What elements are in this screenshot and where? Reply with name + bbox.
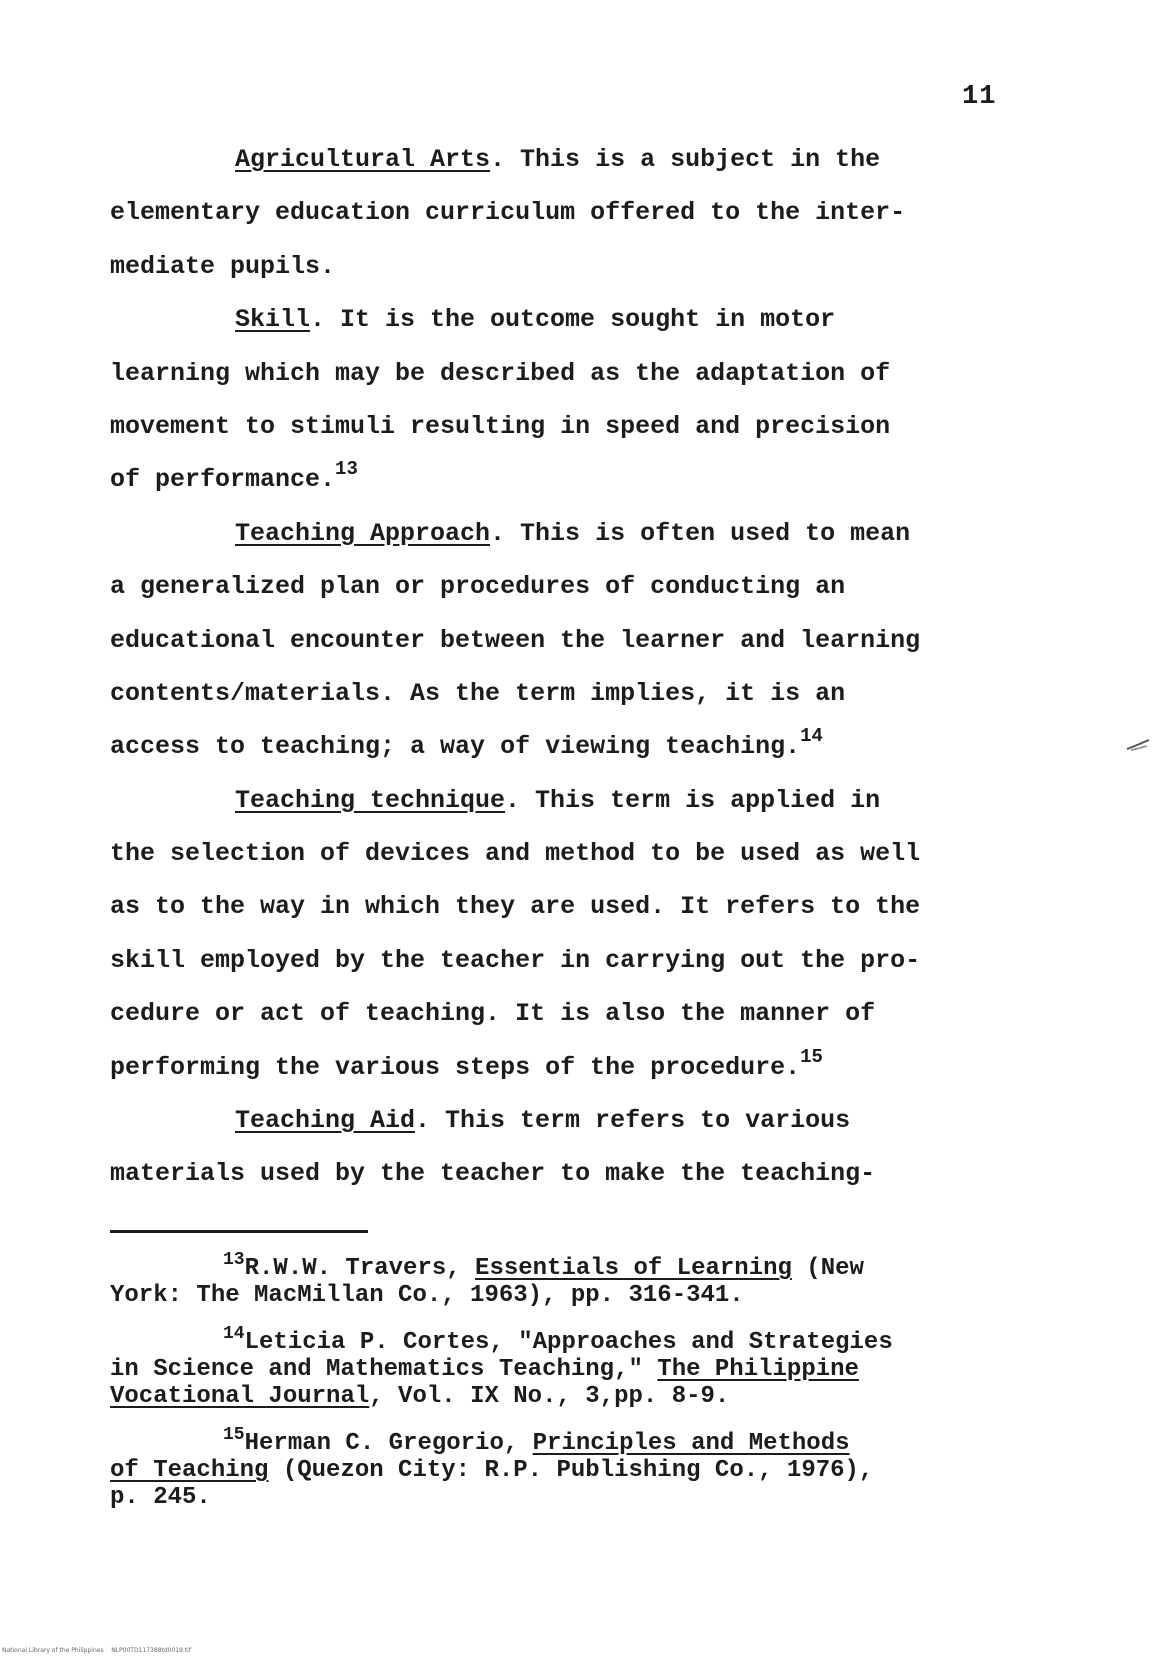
footnote-line: p. 245.: [110, 1484, 211, 1511]
text-line: cedure or act of teaching. It is also the manner of: [110, 999, 876, 1029]
footnote-text: in Science and Mathematics Teaching,": [110, 1356, 658, 1383]
footnote-ref-13: 13: [335, 458, 358, 481]
scan-credit: National Library of the Philippines NLP00TD117388td0019.tif: [2, 1647, 191, 1654]
footnote-title: Essentials of Learning: [475, 1255, 792, 1282]
footnote-number: 15: [223, 1425, 245, 1445]
text-fragment: performing the various steps of the procedure.: [110, 1052, 801, 1082]
footnote-line: [110, 1425, 990, 1457]
footnote-14: [110, 1324, 990, 1410]
footnote-line: [110, 1324, 990, 1356]
text-line: . It is the outcome sought in motor: [310, 305, 836, 335]
term-teaching-approach: Teaching Approach: [235, 518, 491, 548]
page-number: 11: [962, 82, 997, 112]
paragraph-teaching-approach: [110, 507, 990, 560]
paragraph-teaching-technique: [110, 774, 990, 827]
text-line: a generalized plan or procedures of conducting an: [110, 572, 846, 602]
footnote-line: [110, 1356, 990, 1383]
text-line: materials used by the teacher to make the teaching-: [110, 1159, 876, 1189]
text-line: elementary education curriculum offered to the inter-: [110, 198, 906, 228]
footnote-text: Leticia P. Cortes, "Approaches and Strategies: [244, 1329, 893, 1356]
term-skill: Skill: [235, 305, 311, 335]
body-text: [110, 133, 990, 1201]
footnote-number: 13: [223, 1250, 245, 1270]
text-line: [110, 720, 990, 773]
text-line: educational encounter between the learner and learning: [110, 625, 921, 655]
text-line: [110, 1041, 990, 1094]
footnote-13: [110, 1250, 990, 1309]
text-line: the selection of devices and method to be used as well: [110, 839, 921, 869]
text-line: . This term refers to various: [415, 1106, 851, 1136]
footnote-title: The Philippine: [657, 1356, 859, 1383]
footnote-author: Herman C. Gregorio,: [244, 1430, 533, 1457]
paragraph-teaching-aid: [110, 1094, 990, 1147]
text-line: . This is a subject in the: [490, 145, 881, 174]
text-line: as to the way in which they are used. It refers to the: [110, 892, 921, 922]
text-line: [110, 453, 990, 506]
footnote-line: [110, 1457, 990, 1484]
footnotes: [110, 1250, 990, 1531]
text-line: skill employed by the teacher in carrying out the pro-: [110, 945, 921, 975]
text-fragment: access to teaching; a way of viewing teaching.: [110, 732, 801, 762]
paragraph-agricultural-arts: [110, 133, 990, 186]
footnote-title: Principles and Methods: [532, 1430, 850, 1457]
footnote-author: R.W.W. Travers,: [244, 1255, 476, 1282]
footnote-text: (Quezon City: R.P. Publishing Co., 1976),: [268, 1457, 874, 1484]
footnote-text: , Vol. IX No., 3,pp. 8-9.: [369, 1383, 730, 1410]
text-line: . This term is applied in: [505, 785, 881, 815]
text-line: mediate pupils.: [110, 251, 336, 281]
term-teaching-aid: Teaching Aid: [235, 1106, 416, 1136]
paragraph-skill: [110, 293, 990, 346]
text-fragment: of performance.: [110, 465, 336, 495]
footnote-divider: [110, 1230, 368, 1233]
text-line: contents/materials. As the term implies, it is an: [110, 678, 846, 708]
text-line: learning which may be described as the adaptation of: [110, 358, 891, 388]
footnote-line: [110, 1383, 990, 1410]
footnote-number: 14: [223, 1324, 245, 1344]
term-agricultural-arts: Agricultural Arts: [235, 145, 491, 174]
scan-mark-icon: [1125, 738, 1151, 752]
footnote-line: [110, 1250, 990, 1282]
text-line: . This is often used to mean: [490, 518, 911, 548]
footnote-text: (New: [791, 1255, 864, 1282]
footnote-line: York: The MacMillan Co., 1963), pp. 316-341.: [110, 1282, 744, 1309]
footnote-15: [110, 1425, 990, 1511]
footnote-ref-14: 14: [800, 725, 823, 748]
text-line: movement to stimuli resulting in speed and precision: [110, 411, 891, 441]
footnote-title: of Teaching: [110, 1457, 269, 1484]
term-teaching-technique: Teaching technique: [235, 785, 506, 815]
footnote-title: Vocational Journal: [110, 1383, 370, 1410]
footnote-ref-15: 15: [800, 1045, 823, 1068]
